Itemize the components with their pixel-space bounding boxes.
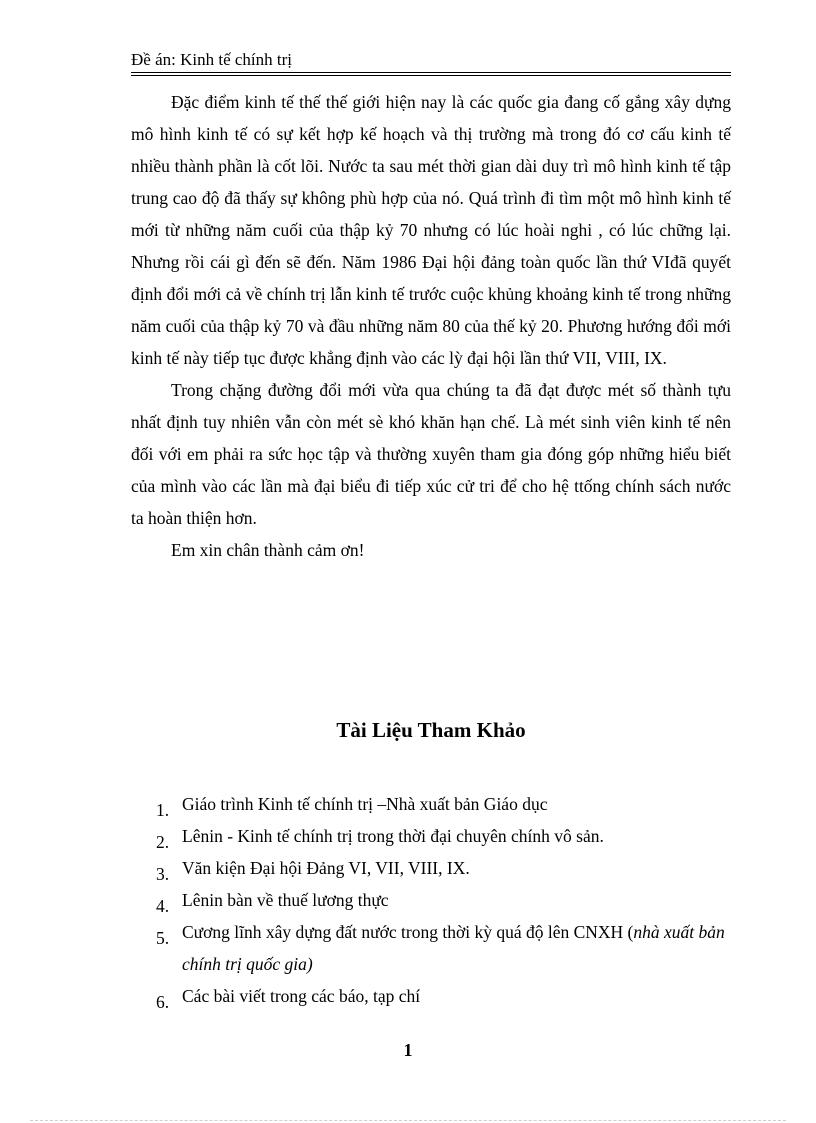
reference-item (156, 916, 731, 980)
references-title: Tài Liệu Tham Khảo (336, 718, 526, 742)
document-header: Đề án: Kinh tế chính trị (131, 50, 292, 69)
reference-text: Cương lĩnh xây dựng đất nước trong thời kỳ quá độ lên CNXH ( (182, 922, 634, 942)
reference-number: 2. (156, 832, 170, 852)
reference-number: 3. (156, 864, 170, 884)
references-list (156, 788, 731, 1012)
reference-number: 5. (156, 928, 170, 948)
reference-text: Lênin bàn về thuế lương thực (182, 890, 389, 910)
reference-item (156, 852, 731, 884)
closing-line: Em xin chân thành cảm ơn! (171, 540, 365, 560)
page-bottom-border (30, 1120, 786, 1121)
page-number: 1 (403, 1040, 413, 1060)
paragraph: Trong chặng đường đổi mới vừa qua chúng ta đã đạt được mét số thành tựu nhất định tuy nhiên vẫn còn mét sè khó khăn hạn chế. Là mét sinh viên kinh tế nên đối với em phải ra sức học tập và thường xuyên tham gia đóng góp những hiểu biết của mình vào các lần mà đại biểu đi tiếp xúc cử tri để cho hệ ttống chính sách nước ta hoàn thiện hơn. (131, 380, 731, 528)
reference-text: Văn kiện Đại hội Đảng VI, VII, VIII, IX. (182, 858, 470, 878)
reference-item (156, 884, 731, 916)
reference-item (156, 980, 731, 1012)
reference-text: Các bài viết trong các báo, tạp chí (182, 986, 421, 1006)
reference-number: 6. (156, 992, 170, 1012)
reference-item (156, 788, 731, 820)
paragraph: Đặc điểm kinh tế thế thế giới hiện nay là các quốc gia đang cố gắng xây dựng mô hình kinh tế có sự kết hợp kế hoạch và thị trường mà trong đó cơ cấu kinh tế nhiều thành phần là cốt lõi. Nước ta sau mét thời gian dài duy trì mô hình kinh tế tập trung cao độ đã thấy sự không phù hợp của nó. Quá trình đi tìm một mô hình kinh tế mới từ những năm cuối của thập kỷ 70 nhưng có lúc hoài nghi , có lúc chững lại. Nhưng rồi cái gì đến sẽ đến. Năm 1986 Đại hội đảng toàn quốc lần thứ VIđã quyết định đổi mới cả về chính trị lẫn kinh tế trước cuộc khủng khoảng kinh tế trong những năm cuối của thập kỷ 70 và đầu những năm 80 của thế kỷ 20. Phương hướng đổi mới kinh tế này tiếp tục được khẳng định vào các lỳ đại hội lần thứ VII, VIII, IX. (131, 92, 731, 368)
reference-number: 1. (156, 800, 170, 820)
reference-item (156, 820, 731, 852)
reference-publisher: nhà xuất bản chính trị quốc gia) (182, 922, 725, 974)
header-rule-thick (131, 72, 731, 73)
header-rule-thin (131, 75, 731, 76)
body-text (131, 86, 731, 566)
reference-text: Giáo trình Kinh tế chính trị –Nhà xuất bản Giáo dục (182, 794, 548, 814)
reference-number: 4. (156, 896, 170, 916)
reference-text: Lênin - Kinh tế chính trị trong thời đại chuyên chính vô sản. (182, 826, 604, 846)
